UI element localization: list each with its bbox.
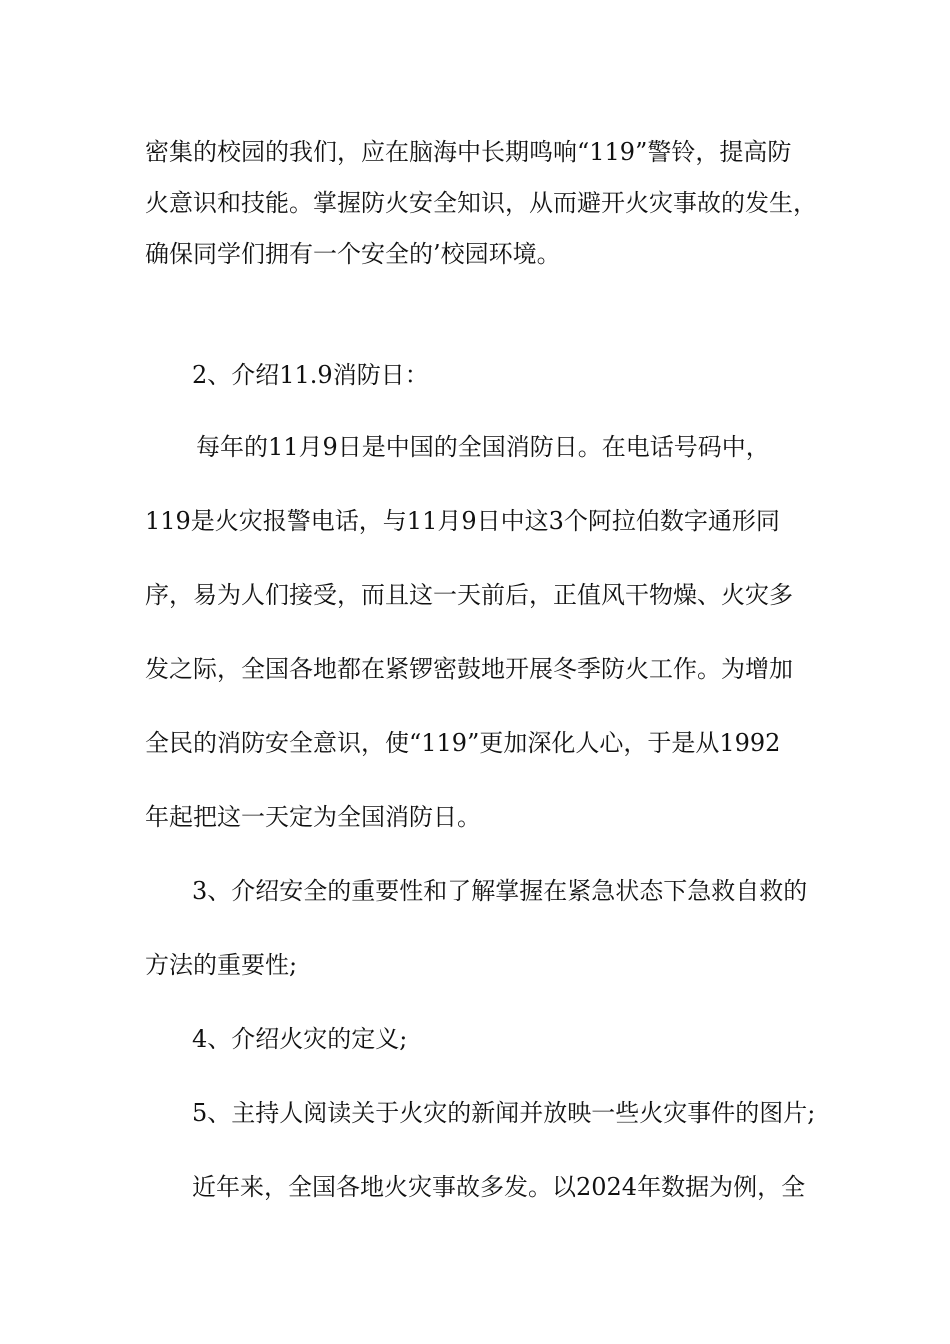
paragraph-line: 近年来，全国各地火灾事故多发。以2024年数据为例，全 bbox=[192, 1173, 806, 1201]
section-heading: 4、介绍火灾的定义; bbox=[192, 1025, 408, 1053]
paragraph-line: 确保同学们拥有一个安全的’校园环境。 bbox=[145, 240, 561, 268]
section-heading: 2、介绍11.9消防日： bbox=[192, 361, 429, 389]
paragraph-line: 每年的11月9日是中国的全国消防日。在电话号码中， bbox=[196, 433, 770, 461]
paragraph-line: 发之际，全国各地都在紧锣密鼓地开展冬季防火工作。为增加 bbox=[145, 655, 793, 683]
paragraph-line: 密集的校园的我们，应在脑海中长期鸣响“119”警铃，提高防 bbox=[145, 138, 792, 166]
paragraph-line: 全民的消防安全意识，使“119”更加深化人心，于是从1992 bbox=[145, 729, 781, 757]
paragraph-line: 119是火灾报警电话，与11月9日中这3个阿拉伯数字通形同 bbox=[145, 507, 780, 535]
section-heading: 5、主持人阅读关于火灾的新闻并放映一些火灾事件的图片; bbox=[192, 1099, 816, 1127]
paragraph-line: 方法的重要性; bbox=[145, 951, 298, 979]
paragraph-line: 火意识和技能。掌握防火安全知识，从而避开火灾事故的发生， bbox=[145, 189, 817, 217]
paragraph-line: 序，易为人们接受，而且这一天前后，正值风干物燥、火灾多 bbox=[145, 581, 793, 609]
section-heading: 3、介绍安全的重要性和了解掌握在紧急状态下急救自救的 bbox=[192, 877, 808, 905]
paragraph-line: 年起把这一天定为全国消防日。 bbox=[145, 803, 481, 831]
